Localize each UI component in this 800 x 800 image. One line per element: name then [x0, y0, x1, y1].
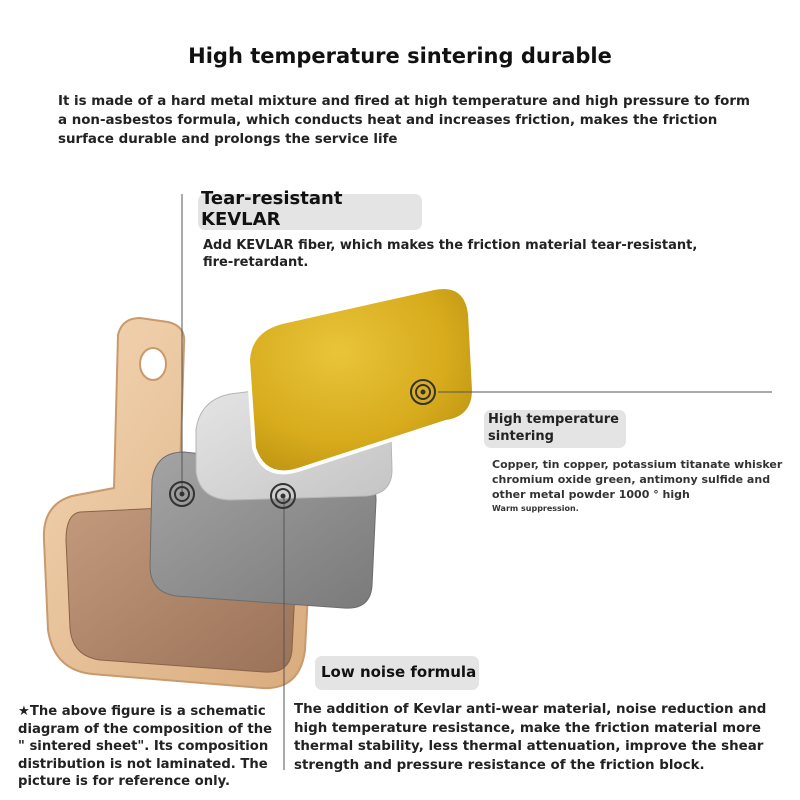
intro-text: It is made of a hard metal mixture and fired at high temperature and high pressure to form a non-asbestos formula, which conducts heat and increases friction, makes the friction surface durable and prolongs the service life [58, 94, 750, 147]
low-noise-description: The addition of Kevlar anti-wear material, noise reduction and high temperature resistance, make the friction material more thermal stability, less thermal attenuation, improve the shear strength and pressure resistance of the friction block. [294, 702, 767, 773]
kevlar-description: Add KEVLAR fiber, which makes the friction material tear-resistant, fire-retardant. [203, 238, 698, 270]
mounting-hole [140, 348, 166, 380]
kevlar-heading-line1: Tear-resistant [201, 188, 343, 209]
gold-kevlar-layer [248, 287, 474, 472]
sintering-description: Copper, tin copper, potassium titanate whisker chromium oxide green, antimony sulfide and other metal powder 1000 ° high [492, 458, 783, 501]
low-noise-heading: Low noise formula [321, 663, 477, 681]
kevlar-heading [201, 188, 342, 230]
sintering-heading: High temperature sintering [488, 412, 620, 444]
disclaimer-footnote: ★The above figure is a schematic diagram of the composition of the " sintered sheet". Its composition distribution is not laminated. The picture is for reference only. [18, 704, 273, 789]
sintering-note: Warm suppression. [492, 504, 579, 513]
kevlar-heading-line2: KEVLAR [201, 209, 281, 230]
page-title: High temperature sintering durable [188, 44, 612, 68]
